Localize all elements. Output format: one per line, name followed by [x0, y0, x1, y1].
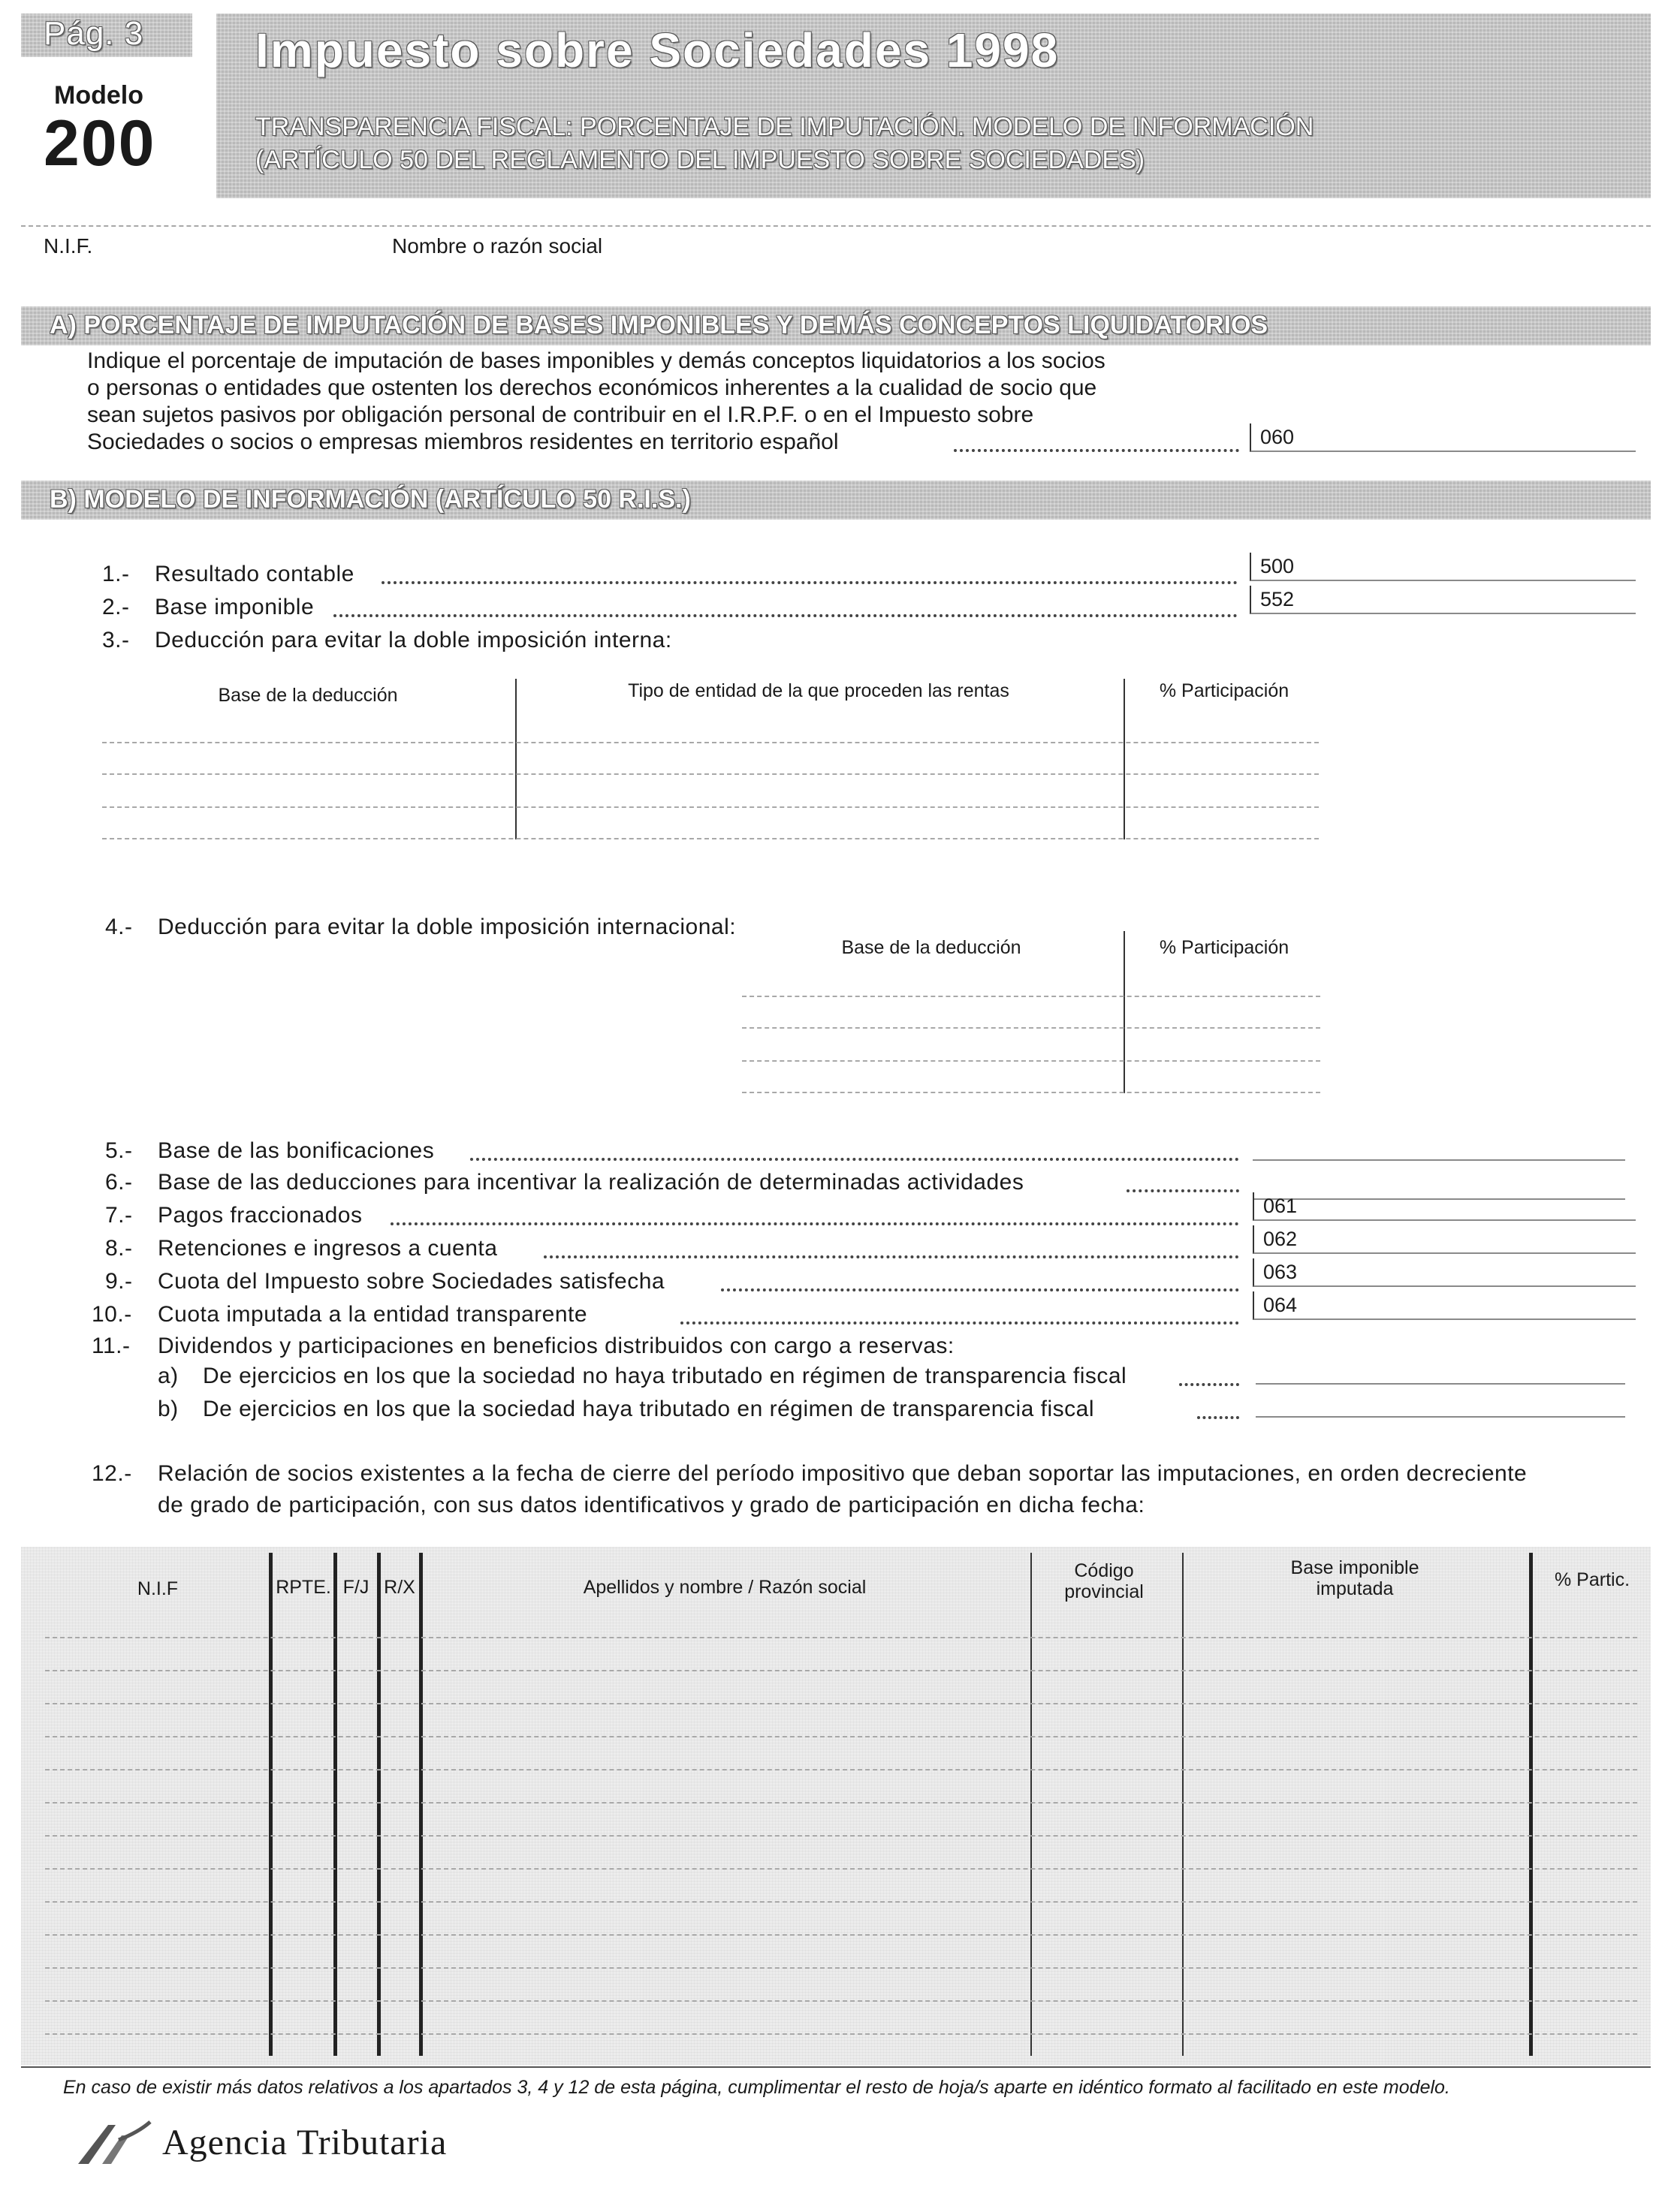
item-3-row-4[interactable] — [102, 838, 1319, 839]
nif-field[interactable] — [135, 231, 360, 264]
table-row[interactable] — [45, 1835, 1637, 1837]
socios-table — [21, 1547, 1651, 2065]
col-base-l2: imputada — [1316, 1578, 1394, 1599]
table-row[interactable] — [45, 2033, 1637, 2035]
subtitle-line2: (ARTÍCULO 50 DEL REGLAMENTO DEL IMPUESTO SOBRE SOCIEDADES) — [255, 146, 1145, 174]
dot-leader — [954, 449, 1239, 452]
dot-leader — [680, 1321, 1239, 1324]
page-title: Impuesto sobre Sociedades 1998 — [255, 23, 1060, 77]
table-row[interactable] — [45, 1934, 1637, 1936]
dot-leader — [721, 1288, 1239, 1291]
col-codigo — [1029, 1560, 1179, 1602]
item-4-row-1[interactable] — [742, 996, 1320, 997]
table-row[interactable] — [45, 1769, 1637, 1771]
nif-label: N.I.F. — [44, 234, 93, 258]
item-4-col-base: Base de la deducción — [841, 937, 1021, 958]
item-3-row-2[interactable] — [102, 773, 1319, 775]
item-1-label: 1.- Resultado contable — [102, 562, 354, 586]
table-divider — [1529, 1553, 1533, 2056]
table-divider — [333, 1553, 337, 2056]
field-060[interactable]: 060 — [1250, 423, 1636, 452]
name-label: Nombre o razón social — [392, 234, 603, 258]
col-base-imputada — [1182, 1557, 1528, 1599]
table-row[interactable] — [45, 1637, 1637, 1638]
field-item-5[interactable] — [1253, 1159, 1625, 1161]
item-12-label: 12.- Relación de socios existentes a la fecha de cierre del período impositivo que deban soportar las imputaciones, en orden decreciente — [92, 1461, 1528, 1486]
section-a-text-3: sean sujetos pasivos por obligación personal de contribuir en el I.R.P.F. o en el Impuesto sobre — [87, 402, 1034, 427]
table-divider — [419, 1553, 423, 2056]
field-062[interactable]: 062 — [1253, 1225, 1636, 1254]
item-6-label: 6.- Base de las deducciones para incentivar la realización de determinadas actividades — [105, 1170, 1024, 1195]
table-divider — [1182, 1553, 1184, 2056]
section-a-text-1: Indique el porcentaje de imputación de bases imponibles y demás conceptos liquidatorios a los socios — [87, 348, 1105, 373]
col-rpte: RPTE. — [276, 1577, 331, 1598]
col-nombre: Apellidos y nombre / Razón social — [583, 1577, 867, 1598]
table-row[interactable] — [45, 1736, 1637, 1737]
item-12-label-line2: de grado de participación, con sus datos identificativos y grado de participación en dicha fecha: — [158, 1493, 1145, 1517]
item-3-col-base: Base de la deducción — [218, 685, 398, 706]
item-4-row-2[interactable] — [742, 1027, 1320, 1029]
item-11b-label: b) De ejercicios en los que la sociedad haya tributado en régimen de transparencia fiscal — [158, 1397, 1094, 1421]
dot-leader — [1179, 1383, 1239, 1386]
dot-leader — [470, 1158, 1239, 1161]
item-4-row-3[interactable] — [742, 1060, 1320, 1062]
item-5-label: 5.- Base de las bonificaciones — [105, 1138, 435, 1163]
field-064[interactable]: 064 — [1253, 1291, 1636, 1320]
table-row[interactable] — [45, 1967, 1637, 1969]
footer-rule — [21, 2066, 1651, 2068]
item-3-col-tipo: Tipo de entidad de la que proceden las rentas — [628, 680, 1009, 701]
col-fj: F/J — [342, 1577, 369, 1598]
table-divider — [515, 679, 517, 839]
table-divider — [1124, 931, 1125, 1093]
col-base-l1: Base imponible — [1290, 1557, 1419, 1578]
item-3-row-3[interactable] — [102, 806, 1319, 808]
field-061[interactable]: 061 — [1253, 1192, 1636, 1221]
dot-leader — [544, 1255, 1239, 1258]
modelo-number: 200 — [44, 107, 156, 179]
table-row[interactable] — [45, 2000, 1637, 2002]
item-8-label: 8.- Retenciones e ingresos a cuenta — [105, 1236, 498, 1261]
item-3-row-1[interactable] — [102, 742, 1319, 743]
page-tag: Pág. 3 — [44, 15, 144, 52]
table-divider — [1030, 1553, 1032, 2056]
table-row[interactable] — [45, 1868, 1637, 1870]
dot-leader — [333, 614, 1238, 617]
table-row[interactable] — [45, 1670, 1637, 1671]
subtitle-line1: TRANSPARENCIA FISCAL: PORCENTAJE DE IMPUTACIÓN. MODELO DE INFORMACIÓN — [255, 113, 1314, 141]
name-field[interactable] — [646, 231, 1622, 264]
col-partic: % Partic. — [1554, 1569, 1630, 1590]
col-rx: R/X — [384, 1577, 415, 1598]
dot-leader — [382, 581, 1238, 584]
item-11-label: 11.- Dividendos y participaciones en beneficios distribuidos con cargo a reservas: — [92, 1334, 955, 1358]
section-b-heading: B) MODELO DE INFORMACIÓN (ARTÍCULO 50 R.I.S.) — [50, 485, 691, 514]
identification-top-rule — [21, 225, 1651, 227]
table-divider — [269, 1553, 273, 2056]
table-row[interactable] — [45, 1703, 1637, 1704]
dot-leader — [391, 1222, 1239, 1225]
col-nif: N.I.F — [137, 1578, 179, 1599]
modelo-label: Modelo — [54, 81, 143, 110]
item-11a-label: a) De ejercicios en los que la sociedad no haya tributado en régimen de transparencia fiscal — [158, 1364, 1127, 1388]
section-a-text-4: Sociedades o socios o empresas miembros residentes en territorio español — [87, 429, 839, 454]
field-063[interactable]: 063 — [1253, 1258, 1636, 1287]
agency-name: Agencia Tributaria — [162, 2123, 448, 2162]
col-codigo-l1: Código — [1074, 1560, 1134, 1581]
section-a-heading: A) PORCENTAJE DE IMPUTACIÓN DE BASES IMPONIBLES Y DEMÁS CONCEPTOS LIQUIDATORIOS — [50, 311, 1268, 339]
field-552[interactable]: 552 — [1250, 586, 1636, 614]
item-2-label: 2.- Base imponible — [102, 595, 315, 619]
field-500[interactable]: 500 — [1250, 553, 1636, 581]
item-7-label: 7.- Pagos fraccionados — [105, 1203, 363, 1228]
table-divider — [1124, 679, 1125, 839]
item-3-col-participacion: % Participación — [1159, 680, 1289, 701]
table-row[interactable] — [45, 1901, 1637, 1903]
item-10-label: 10.- Cuota imputada a la entidad transparente — [92, 1302, 588, 1327]
item-9-label: 9.- Cuota del Impuesto sobre Sociedades satisfecha — [105, 1269, 665, 1294]
dot-leader — [1127, 1189, 1239, 1192]
item-3-label: 3.- Deducción para evitar la doble imposición interna: — [102, 628, 672, 652]
col-codigo-l2: provincial — [1064, 1581, 1144, 1602]
item-4-col-participacion: % Participación — [1159, 937, 1289, 958]
item-4-row-4[interactable] — [742, 1092, 1320, 1093]
field-item-11b[interactable] — [1256, 1416, 1625, 1418]
footer-note: En caso de existir más datos relativos a los apartados 3, 4 y 12 de esta página, cumplimentar el resto de hoja/s aparte en idéntico formato al facilitado en este modelo. — [63, 2077, 1450, 2098]
agency-logo-icon — [72, 2117, 155, 2170]
table-row[interactable] — [45, 1802, 1637, 1804]
table-divider — [377, 1553, 381, 2056]
section-a-text-2: o personas o entidades que ostenten los derechos económicos inherentes a la cualidad de socio que — [87, 375, 1097, 400]
dot-leader — [1197, 1416, 1239, 1419]
item-4-label: 4.- Deducción para evitar la doble imposición internacional: — [105, 915, 737, 939]
field-item-11a[interactable] — [1256, 1383, 1625, 1385]
